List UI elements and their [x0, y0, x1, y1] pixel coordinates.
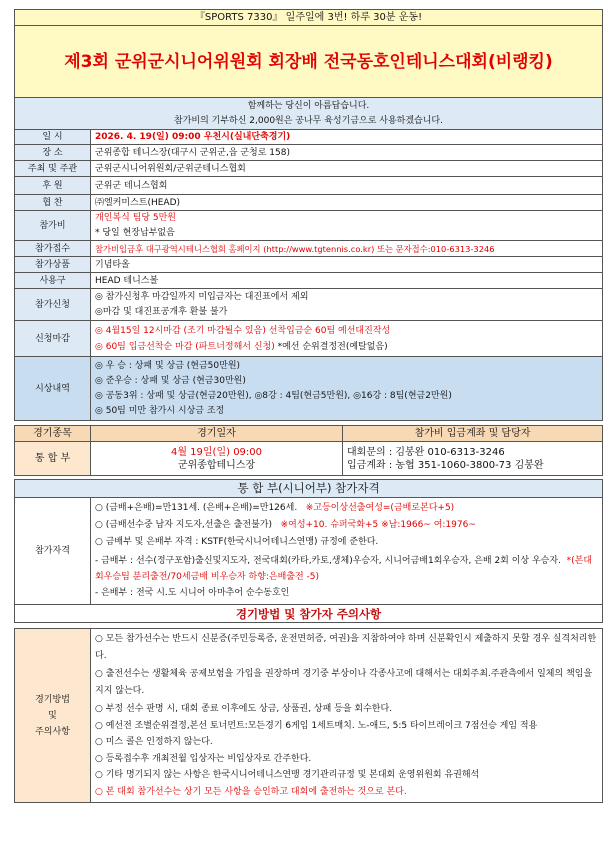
host-label: 주최 및 주관 — [15, 161, 91, 177]
qualification-standard: ○ 금배부 및 은배부 자격 : KSTF(한국시니어테니스연맹) 규정에 준한다. — [95, 537, 379, 547]
deadline-label: 신청마감 — [15, 321, 91, 357]
deadline-rules — [91, 321, 603, 357]
ball-value: HEAD 테니스볼 — [91, 273, 603, 289]
greeting: 함께하는 당신이 아름답습니다. — [247, 101, 370, 111]
rule-item: ○ 출전선수는 생활체육 공제보험을 가입을 권장하며 경기중 부상이나 각종사고에 대해서는 대회주최.주관측에서 일체의 책임을 지지 않는다. — [95, 669, 593, 696]
support-label: 협 찬 — [15, 195, 91, 211]
rule-item: ○ 모든 참가선수는 반드시 신분증(주민등록증, 운전면허증, 여권)을 지참하여야 하며 신분확인시 제출하지 못할 경우 실격처리한다. — [95, 634, 597, 661]
place-label: 장 소 — [15, 145, 91, 161]
application-label: 참가신청 — [15, 289, 91, 321]
deadline-note: *예선 순위결정전(예탈없음) — [274, 341, 388, 352]
rule-item-final: ○ 본 대회 참가선수는 상기 모든 사항을 승인하고 대회에 출전하는 것으로 본다. — [95, 786, 407, 797]
event-contact-block — [343, 442, 603, 476]
rules-heading: 경기방법 및 참가자 주의사항 — [15, 605, 603, 623]
donation-note: 참가비의 기부하신 2,000원은 공나무 육성기금으로 사용하겠습니다. — [174, 116, 443, 126]
prize-label: 시상내역 — [15, 357, 91, 421]
rule-item: ○ 부정 선수 판명 시, 대회 종료 이후에도 상금, 상품권, 상패 등을 회수한다. — [95, 704, 393, 714]
support-value: ㈜엘커미스트(HEAD) — [91, 195, 603, 211]
slogan: 『SPORTS 7330』 일주일에 3번! 하루 30분 운동! — [15, 10, 603, 26]
prize-item: ◎ 우 승 : 상패 및 상금 (현금50만원) — [95, 361, 241, 371]
gift-value: 기념타올 — [91, 257, 603, 273]
sponsor-value: 군위군 테니스협회 — [91, 177, 603, 195]
event-table — [14, 425, 603, 476]
greeting-block — [15, 98, 603, 130]
qualification-silver: - 은배부 : 전국 시.도 시니어 아마추어 순수동호인 — [95, 588, 290, 598]
rules-label — [15, 629, 91, 803]
fee-label: 참가비 — [15, 211, 91, 241]
tournament-notice — [14, 9, 602, 803]
ball-label: 사용구 — [15, 273, 91, 289]
rules-label-line: 및 — [48, 710, 57, 721]
prize-item: ◎ 공동3위 : 상패 및 상금(현금20만원), ◎8강 : 4팀(현금5만원), ◎16강 : 8팀(현금2만원) — [95, 391, 452, 401]
sponsor-label: 후 원 — [15, 177, 91, 195]
prize-list — [91, 357, 603, 421]
prize-item: ◎ 50팀 미만 참가시 시상금 조정 — [95, 406, 225, 416]
event-category: 통 합 부 — [15, 442, 91, 476]
rule-item: ○ 등록접수후 개최전월 입상자는 비입상자로 간주한다. — [95, 753, 312, 764]
notice-table — [14, 9, 603, 421]
event-place: 군위종합테니스장 — [177, 459, 256, 471]
application-rule: ◎마감 및 대진표공개후 환불 불가 — [95, 307, 228, 317]
application-rule: ◎ 참가신청후 마감일까지 미입금자는 대진표에서 제외 — [95, 292, 309, 302]
rules-label-line: 경기방법 — [35, 694, 70, 705]
qualification-heading: 통 합 부(시니어부) 참가자격 — [15, 480, 603, 498]
rule-item: ○ 미스 콜은 인정하지 않는다. — [95, 737, 213, 747]
rules-list — [91, 629, 603, 803]
application-rules — [91, 289, 603, 321]
qualification-label: 참가자격 — [15, 498, 91, 605]
deadline-rule: ◎ 4월15일 12시마감 (조기 마감될수 있음) 선착입금순 60팀 예선대진작성 — [95, 325, 391, 336]
qualification-bonus: ※여성+10. 슈퍼국화+5 ※남:1966~ 여:1976~ — [280, 520, 476, 530]
host-value: 군위군시니어위원회/군위군테니스협회 — [91, 161, 603, 177]
qualification-age-rule: ○ (금배+은배)=만131세. (은배+은배)=만126세. — [95, 503, 298, 513]
qualification-age-note: ※고등이상선출여성=(금배로본다+5) — [305, 503, 455, 513]
fee-amount: 개인복식 팀당 5만원 — [95, 213, 177, 223]
place-value: 군위종합 테니스장(대구시 군위군,읍 군청로 158) — [91, 145, 603, 161]
event-contact: 대회문의 : 김봉완 010-6313-3246 — [347, 446, 505, 458]
rules-table — [14, 628, 603, 803]
qualification-table — [14, 479, 603, 623]
apply-label: 참가접수 — [15, 241, 91, 257]
date-label: 일 시 — [15, 130, 91, 145]
event-col-date: 경기일자 — [91, 426, 343, 442]
event-schedule — [91, 442, 343, 476]
fee-value — [91, 211, 603, 241]
rule-item: ○ 예선전 조별순위결정,본선 토너먼트:모든경기 6게임 1세트매치. 노-애드, 5:5 타이브레이크 7점선승 게임 적용 — [95, 720, 538, 731]
event-col-category: 경기종목 — [15, 426, 91, 442]
qualification-exclusion: ○ (금배선수중 남자 지도자,선출은 출전불가) — [95, 520, 272, 530]
page-title: 제3회 군위군시니어위원회 회장배 전국동호인테니스대회(비랭킹) — [15, 26, 603, 98]
event-col-account: 참가비 입금계좌 및 담당자 — [343, 426, 603, 442]
date-value: 2026. 4. 19(일) 09:00 우천시(실내단축경기) — [91, 130, 603, 145]
qualification-gold-note: *(본대회우승팀 분리출전/70세금배 비우승자 하향:은배출전 -5) — [95, 556, 593, 582]
qualification-gold: - 금배부 : 선수(정구포함)출신및지도자, 전국대회(카타,카토,생체)우승자, 시니어금배1회우승자, 은배 2회 이상 우승자. — [95, 556, 561, 566]
fee-note: * 당일 현장납부없음 — [95, 228, 175, 238]
event-account: 입금계좌 : 농협 351-1060-3800-73 김봉완 — [347, 459, 544, 471]
rules-label-line: 주의사항 — [35, 726, 70, 737]
apply-value: 참가비입금후 대구광역시테니스협회 홈페이지 (http://www.tgtennis.co.kr) 또는 문자접수:010-6313-3246 — [91, 241, 603, 257]
event-date: 4월 19일(일) 09:00 — [170, 446, 263, 458]
qualification-rules — [91, 498, 603, 605]
deadline-rule: ◎ 60팀 입금선착순 마감 (파트너정해서 신청) — [95, 341, 275, 352]
rule-item: ○ 기타 명기되지 않는 사항은 한국시니어테니스연맹 경기관리규정 및 본대회 운영위원회 유권해석 — [95, 770, 480, 780]
prize-item: ◎ 준우승 : 상패 및 상금 (현금30만원) — [95, 376, 246, 386]
gift-label: 참가상품 — [15, 257, 91, 273]
